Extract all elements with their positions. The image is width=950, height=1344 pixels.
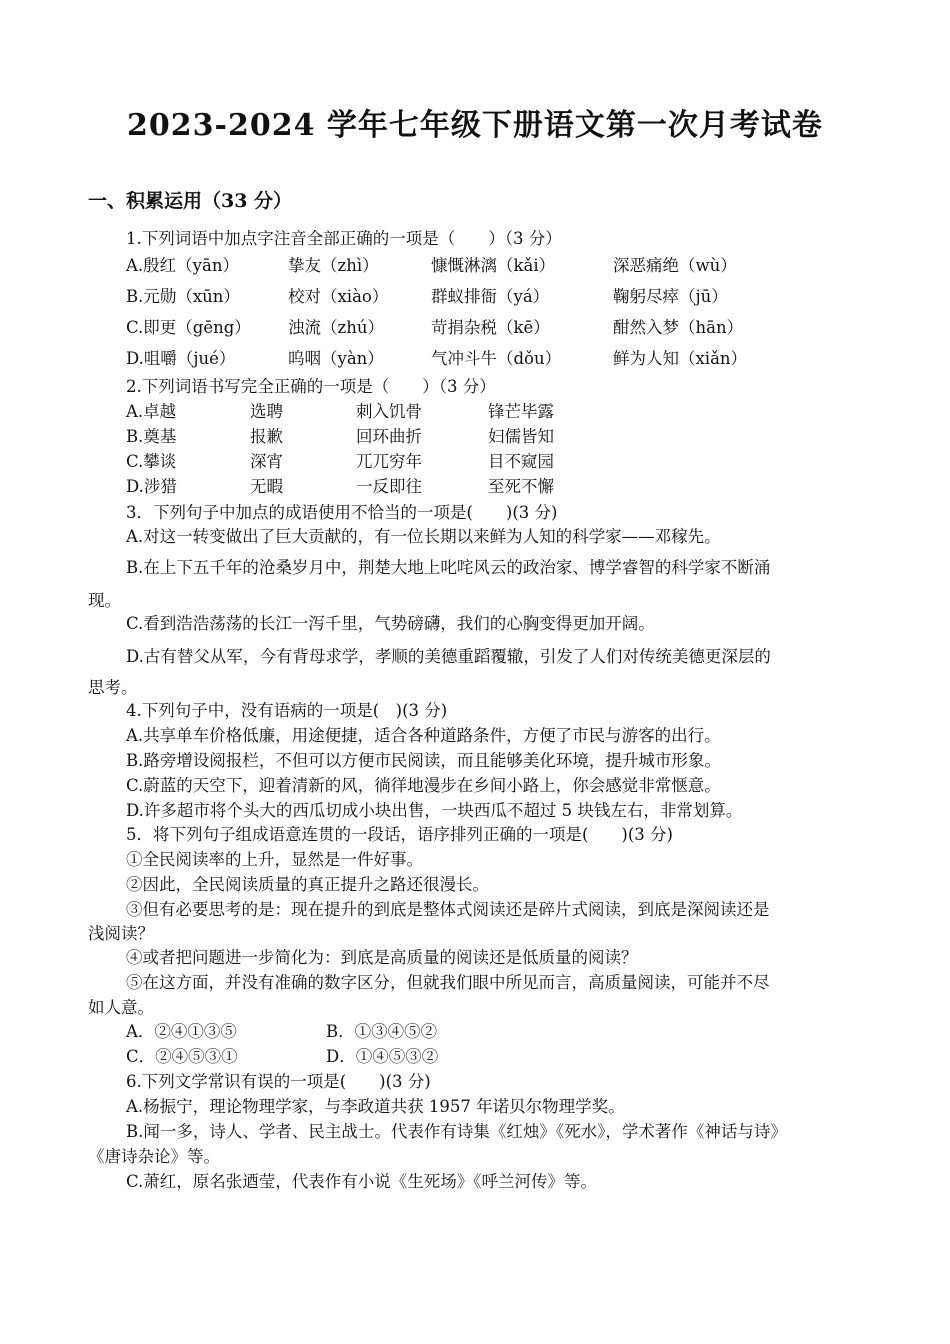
question-6-stem: 6.下列文学常识有误的一项是( )(3 分): [126, 1072, 431, 1091]
question-5-sentence-5: ⑤在这方面，并没有准确的数字区分，但就我们眼中所见而言，高质量阅读，可能并不尽: [126, 973, 770, 992]
option-cell: 酣然入梦（hān）: [613, 318, 744, 337]
section-heading: 一、积累运用（33 分）: [88, 190, 293, 212]
option-cell: C.攀谈: [126, 452, 177, 471]
question-5-stem: 5．将下列句子组成语意连贯的一段话，语序排列正确的一项是( )(3 分): [126, 825, 673, 844]
option-cell: 一反即往: [356, 477, 422, 496]
question-5-sentence-3-cont: 浅阅读？: [88, 924, 154, 943]
question-3-option-d: D.古有替父从军，今有背母求学，孝顺的美德重蹈覆辙，引发了人们对传统美德更深层的: [126, 647, 771, 666]
option-cell: 兀兀穷年: [356, 452, 422, 471]
option-cell: C.即更（gēng）: [126, 318, 251, 337]
option-cell: 挚友（zhì）: [288, 256, 379, 275]
question-5-sentence-3: ③但有必要思考的是：现在提升的到底是整体式阅读还是碎片式阅读，到底是深阅读还是: [126, 900, 770, 919]
option-cell: 回环曲折: [356, 427, 422, 446]
option-cell: 鞠躬尽瘁（jū）: [613, 287, 728, 306]
question-6-option-a: A.杨振宁，理论物理学家，与李政道共获 1957 年诺贝尔物理学奖。: [126, 1097, 625, 1116]
option-cell: 浊流（zhú）: [288, 318, 384, 337]
option-cell: 锋芒毕露: [488, 402, 554, 421]
option-cell: B.元勋（xūn）: [126, 287, 240, 306]
question-4-option-b: B.路旁增设阅报栏，不但可以方便市民阅读，而且能够美化环境，提升城市形象。: [126, 751, 721, 770]
question-4-option-d: D.许多超市将个头大的西瓜切成小块出售，一块西瓜不超过 5 块钱左右，非常划算。: [126, 801, 743, 820]
option-cell: A.卓越: [126, 402, 177, 421]
question-3-option-d-cont: 思考。: [88, 678, 138, 697]
option-cell: 妇儒皆知: [488, 427, 554, 446]
question-5-option-a: A．②④①③⑤: [126, 1022, 237, 1041]
option-cell: 苛捐杂税（kē）: [431, 318, 550, 337]
question-4-stem: 4.下列句子中，没有语病的一项是( )(3 分): [126, 701, 448, 720]
option-cell: 无暇: [250, 477, 283, 496]
option-cell: 刺入饥骨: [356, 402, 422, 421]
question-3-option-a: A.对这一转变做出了巨大贡献的，有一位长期以来鲜为人知的科学家——邓稼先。: [126, 527, 721, 546]
question-6-option-b: B.闻一多，诗人、学者、民主战士。代表作有诗集《红烛》《死水》，学术著作《神话与诗》: [126, 1122, 787, 1141]
option-cell: 深恶痛绝（wù）: [613, 256, 737, 275]
option-cell: 慷慨淋漓（kǎi）: [431, 256, 556, 275]
option-cell: 呜咽（yàn）: [288, 349, 384, 368]
option-cell: 至死不懈: [488, 477, 554, 496]
question-3-stem: 3．下列句子中加点的成语使用不恰当的一项是( )(3 分): [126, 503, 558, 522]
question-3-option-b: B.在上下五千年的沧桑岁月中，荆楚大地上叱咤风云的政治家、博学睿智的科学家不断涌: [126, 558, 771, 577]
option-cell: B.奠基: [126, 427, 177, 446]
option-cell: 目不窥园: [488, 452, 554, 471]
question-3-option-b-cont: 现。: [88, 591, 121, 610]
question-2-stem: 2.下列词语书写完全正确的一项是（ ）（3 分）: [126, 377, 496, 396]
option-cell: 气冲斗牛（dǒu）: [431, 349, 562, 368]
option-cell: 鲜为人知（xiǎn）: [613, 349, 748, 368]
option-cell: D.咀嚼（jué）: [126, 349, 236, 368]
question-3-option-c: C.看到浩浩荡荡的长江一泻千里，气势磅礴，我们的心胸变得更加开阔。: [126, 614, 655, 633]
question-6-option-c: C.萧红，原名张迺莹，代表作有小说《生死场》《呼兰河传》等。: [126, 1172, 598, 1191]
option-cell: 深宵: [250, 452, 283, 471]
question-5-sentence-2: ②因此，全民阅读质量的真正提升之路还很漫长。: [126, 875, 489, 894]
question-5-option-b: B．①③④⑤②: [326, 1022, 438, 1041]
question-5-sentence-5-cont: 如人意。: [88, 998, 154, 1017]
question-4-option-c: C.蔚蓝的天空下，迎着清新的风，徜徉地漫步在乡间小路上，你会感觉非常惬意。: [126, 776, 721, 795]
question-5-option-c: C．②④⑤③①: [126, 1047, 238, 1066]
question-6-option-b-cont: 《唐诗杂论》等。: [88, 1147, 220, 1166]
option-cell: D.涉猎: [126, 477, 177, 496]
page-title: 2023-2024 学年七年级下册语文第一次月考试卷: [127, 108, 823, 143]
question-1-stem: 1.下列词语中加点字注音全部正确的一项是（ ）（3 分）: [126, 229, 562, 248]
question-4-option-a: A.共享单车价格低廉，用途便捷，适合各种道路条件，方便了市民与游客的出行。: [126, 726, 721, 745]
option-cell: 校对（xiào）: [288, 287, 389, 306]
option-cell: 选聘: [250, 402, 283, 421]
option-cell: A.殷红（yān）: [126, 256, 239, 275]
question-5-sentence-4: ④或者把问题进一步简化为：到底是高质量的阅读还是低质量的阅读？: [126, 948, 638, 967]
option-cell: 群蚁排衙（yá）: [431, 287, 550, 306]
question-5-option-d: D．①④⑤③②: [326, 1047, 439, 1066]
option-cell: 报歉: [250, 427, 283, 446]
question-5-sentence-1: ①全民阅读率的上升，显然是一件好事。: [126, 850, 423, 869]
